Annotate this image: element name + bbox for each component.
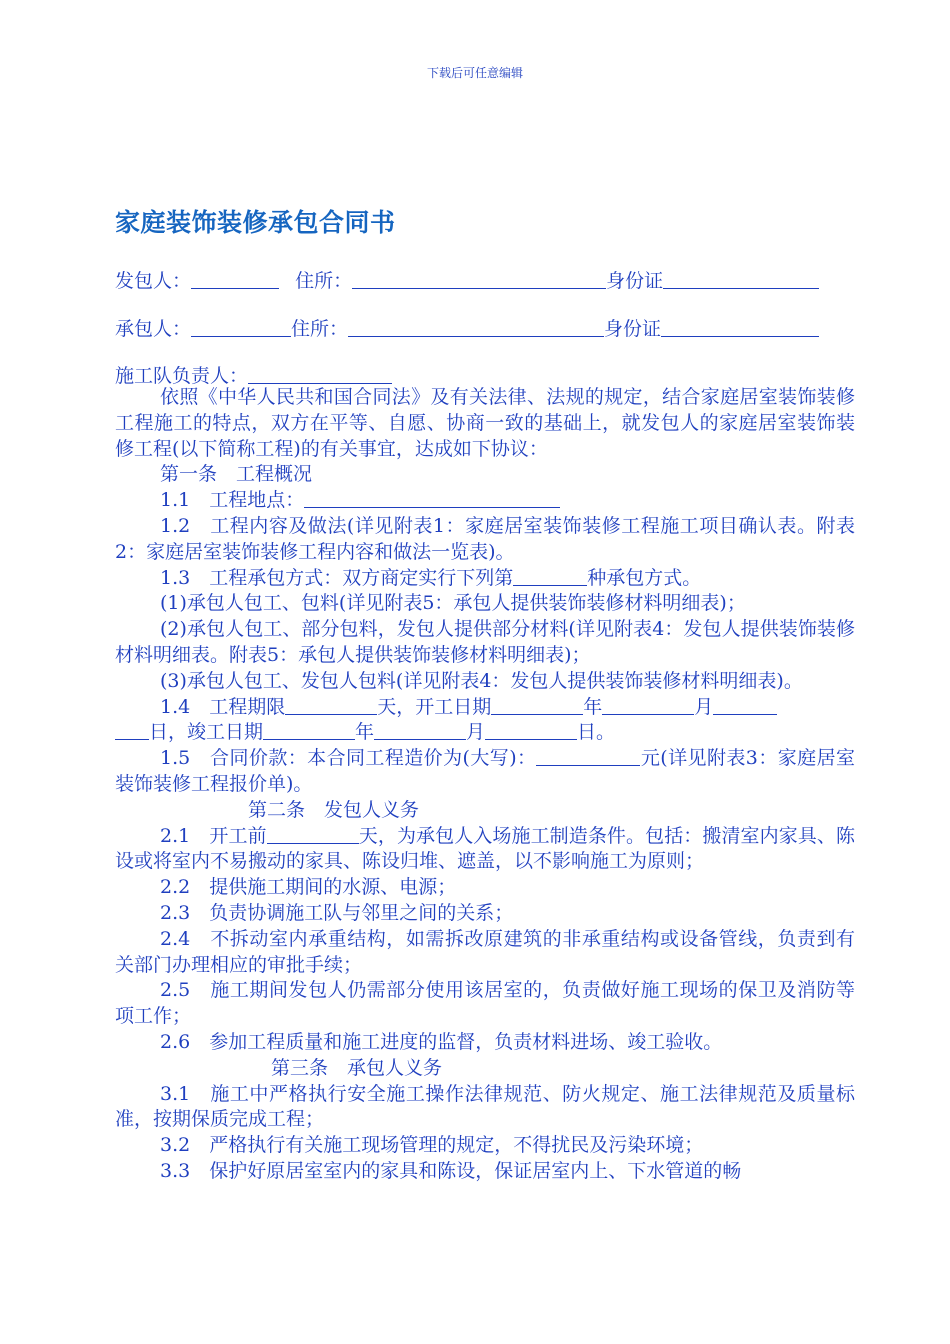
contract-mode-blank[interactable] bbox=[513, 566, 587, 586]
end-month-unit: 月 bbox=[466, 721, 486, 744]
article-3-title: 第三条 承包人义务 bbox=[271, 1056, 443, 1079]
clause-1-3-option-1: (1)承包人包工、包料(详见附表5：承包人提供装饰装修材料明细表)； bbox=[160, 592, 746, 615]
clause-1-3 bbox=[115, 566, 855, 592]
start-date-label: 天，开工日期 bbox=[377, 695, 492, 718]
team-leader-line bbox=[115, 361, 392, 388]
employer-id-label: 身份证 bbox=[606, 270, 664, 292]
project-location-blank[interactable] bbox=[304, 488, 560, 508]
clause-2-1-text: 2.1 开工前 bbox=[160, 824, 267, 847]
duration-days-blank[interactable] bbox=[285, 695, 377, 715]
clause-1-2: 1.2 工程内容及做法(详见附表1：家庭居室装饰装修工程施工项目确认表。附表2：家庭居室装饰装修工程内容和做法一览表)。 bbox=[115, 514, 855, 563]
clause-3-2: 3.2 严格执行有关施工现场管理的规定，不得扰民及污染环境； bbox=[160, 1134, 704, 1157]
clause-1-3-suffix: 种承包方式。 bbox=[587, 566, 702, 589]
employer-id-blank[interactable] bbox=[663, 269, 819, 289]
contract-price-blank[interactable] bbox=[536, 746, 640, 766]
start-day-blank-b[interactable] bbox=[115, 720, 149, 740]
article-2-title: 第二条 发包人义务 bbox=[248, 798, 420, 821]
employer-name-blank[interactable] bbox=[191, 269, 279, 289]
clause-1-4-text: 1.4 工程期限 bbox=[160, 695, 286, 718]
prep-days-blank[interactable] bbox=[267, 824, 359, 844]
end-year-unit: 年 bbox=[355, 721, 375, 744]
intro-paragraph: 依照《中华人民共和国合同法》及有关法律、法规的规定，结合家庭居室装饰装修工程施工的特点，双方在平等、自愿、协商一致的基础上，就发包人的家庭居室装饰装修工程(以下简称工程)的有关事宜，达成如下协议： bbox=[115, 386, 855, 460]
clause-1-1-text: 1.1 工程地点： bbox=[160, 489, 305, 512]
end-month-blank[interactable] bbox=[374, 720, 466, 740]
employer-line bbox=[115, 266, 819, 293]
clause-2-4: 2.4 不拆动室内承重结构，如需拆改原建筑的非承重结构或设备管线，负责到有关部门办理相应的审批手续； bbox=[115, 927, 855, 976]
end-day-blank[interactable] bbox=[485, 720, 577, 740]
clause-2-3: 2.3 负责协调施工队与邻里之间的关系； bbox=[160, 901, 514, 924]
employer-address-blank[interactable] bbox=[352, 269, 606, 289]
start-month-blank[interactable] bbox=[602, 695, 694, 715]
clause-1-5 bbox=[115, 746, 855, 798]
clause-1-3-option-3: (3)承包人包工、发包人包料(详见附表4：发包人提供装饰装修材料明细表)。 bbox=[160, 669, 803, 692]
clause-2-2: 2.2 提供施工期间的水源、电源； bbox=[160, 876, 457, 899]
end-date-label: 日，竣工日期 bbox=[149, 721, 264, 744]
contractor-line bbox=[115, 314, 819, 341]
clause-3-1: 3.1 施工中严格执行安全施工操作法律规范、防火规定、施工法律规范及质量标准，按期保质完成工程； bbox=[115, 1082, 855, 1131]
article-1-title: 第一条 工程概况 bbox=[160, 463, 313, 486]
header-note: 下载后可任意编辑 bbox=[426, 66, 523, 80]
clause-2-1-suffix: 天，为承包人入场施工制造条件。包括：搬清室内家具、陈设或将室内不易搬动的家具、陈设归堆、遮盖，以不影响施工为原则； bbox=[115, 824, 855, 873]
clause-1-1 bbox=[115, 488, 855, 514]
employer-address-label: 住所： bbox=[295, 270, 353, 292]
start-year-unit: 年 bbox=[583, 695, 603, 718]
clause-1-4 bbox=[115, 695, 855, 747]
start-month-unit: 月 bbox=[694, 695, 714, 718]
start-day-blank-a[interactable] bbox=[713, 695, 777, 715]
contractor-address-label: 住所： bbox=[291, 318, 349, 340]
clause-2-5: 2.5 施工期间发包人仍需部分使用该居室的，负责做好施工现场的保卫及消防等项工作； bbox=[115, 979, 855, 1028]
clause-1-3-text: 1.3 工程承包方式：双方商定实行下列第 bbox=[160, 566, 514, 589]
contractor-id-label: 身份证 bbox=[604, 318, 662, 340]
document-title: 家庭装饰装修承包合同书 bbox=[115, 208, 396, 237]
clause-1-5-suffix: 元(详见附表3：家庭居室装饰装修工程报价单)。 bbox=[115, 747, 855, 795]
clause-2-6: 2.6 参加工程质量和施工进度的监督，负责材料进场、竣工验收。 bbox=[160, 1030, 723, 1053]
contractor-name-blank[interactable] bbox=[191, 317, 291, 337]
start-year-blank[interactable] bbox=[491, 695, 583, 715]
contractor-id-blank[interactable] bbox=[661, 317, 819, 337]
employer-label: 发包人： bbox=[115, 270, 192, 292]
clause-3-3: 3.3 保护好原居室室内的家具和陈设，保证居室内上、下水管道的畅 bbox=[160, 1159, 742, 1182]
clause-1-5-text: 1.5 合同价款：本合同工程造价为(大写)： bbox=[160, 747, 537, 770]
contractor-address-blank[interactable] bbox=[348, 317, 604, 337]
end-day-unit: 日。 bbox=[577, 721, 616, 744]
clause-1-3-option-2: (2)承包人包工、部分包料，发包人提供部分材料(详见附表4：发包人提供装饰装修材料明细表。附表5：承包人提供装饰装修材料明细表)； bbox=[115, 618, 855, 666]
end-year-blank[interactable] bbox=[263, 720, 355, 740]
team-leader-blank[interactable] bbox=[248, 364, 392, 384]
contractor-label: 承包人： bbox=[115, 318, 192, 340]
team-leader-label: 施工队负责人： bbox=[115, 365, 249, 387]
contract-body bbox=[115, 385, 855, 1185]
clause-2-1 bbox=[115, 824, 855, 876]
